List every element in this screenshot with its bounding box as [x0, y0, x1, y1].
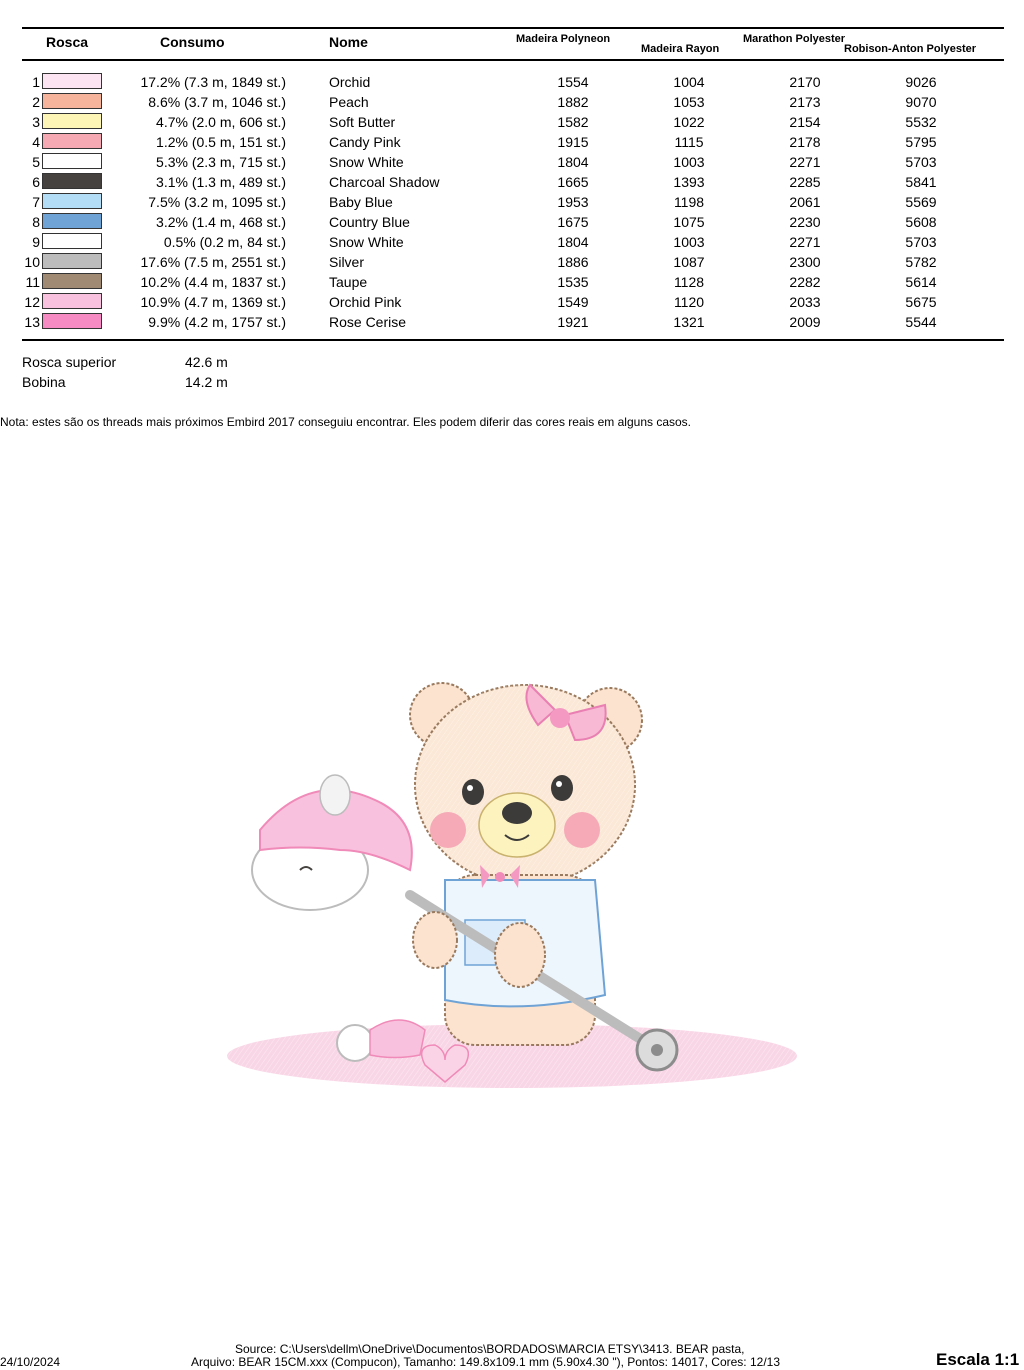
summary-superior-label: Rosca superior	[22, 354, 117, 370]
row-number: 4	[32, 134, 40, 150]
row-robison: 5841	[905, 174, 937, 190]
table-row	[0, 132, 1024, 152]
color-swatch	[42, 153, 102, 169]
row-number: 11	[25, 274, 40, 290]
row-nome: Silver	[329, 254, 365, 270]
ball-toy	[337, 1025, 373, 1061]
row-robison: 5675	[905, 294, 937, 310]
row-madeira-polyneon: 1886	[557, 254, 589, 270]
header-bottom-rule	[22, 59, 1004, 61]
header-marathon: Marathon Polyester	[743, 33, 846, 45]
row-consumo: 10.2% (4.4 m, 1837 st.)	[140, 274, 286, 290]
row-madeira-rayon: 1128	[673, 274, 705, 290]
row-consumo: 5.3% (2.3 m, 715 st.)	[156, 154, 286, 170]
row-marathon: 2271	[789, 154, 821, 170]
row-nome: Orchid	[329, 74, 371, 90]
bear-right-eye	[551, 775, 573, 801]
summary-superior-value: 42.6 m	[185, 354, 228, 370]
row-robison: 5608	[905, 214, 937, 230]
row-number: 13	[24, 314, 40, 330]
row-number: 8	[32, 214, 40, 230]
row-marathon: 2300	[789, 254, 821, 270]
row-consumo: 3.2% (1.4 m, 468 st.)	[156, 214, 286, 230]
row-consumo: 1.2% (0.5 m, 151 st.)	[156, 134, 286, 150]
table-row	[0, 152, 1024, 172]
color-swatch	[42, 73, 102, 89]
color-swatch	[42, 93, 102, 109]
row-consumo: 8.6% (3.7 m, 1046 st.)	[148, 94, 286, 110]
color-swatch	[42, 293, 102, 309]
row-nome: Charcoal Shadow	[329, 174, 440, 190]
color-swatch	[42, 133, 102, 149]
row-number: 10	[24, 254, 40, 270]
bear-left-eye	[462, 779, 484, 805]
color-swatch	[42, 173, 102, 189]
header-nome: Nome	[329, 34, 368, 50]
row-nome: Rose Cerise	[329, 314, 407, 330]
color-swatch	[42, 113, 102, 129]
row-madeira-polyneon: 1675	[557, 214, 589, 230]
row-number: 6	[32, 174, 40, 190]
color-swatch	[42, 313, 102, 329]
row-madeira-rayon: 1053	[673, 94, 705, 110]
row-consumo: 3.1% (1.3 m, 489 st.)	[156, 174, 286, 190]
row-madeira-rayon: 1022	[673, 114, 705, 130]
row-number: 12	[24, 294, 40, 310]
row-marathon: 2009	[789, 314, 821, 330]
row-consumo: 0.5% (0.2 m, 84 st.)	[163, 234, 286, 250]
row-marathon: 2271	[789, 234, 821, 250]
row-madeira-polyneon: 1535	[557, 274, 589, 290]
row-madeira-polyneon: 1804	[557, 154, 589, 170]
row-madeira-polyneon: 1554	[557, 74, 589, 90]
row-robison: 5782	[905, 254, 937, 270]
header-rosca: Rosca	[46, 34, 89, 50]
row-nome: Soft Butter	[329, 114, 396, 130]
row-number: 5	[32, 154, 40, 170]
row-nome: Snow White	[329, 154, 404, 170]
row-madeira-rayon: 1198	[673, 194, 705, 210]
row-madeira-rayon: 1120	[673, 294, 705, 310]
row-madeira-polyneon: 1882	[557, 94, 589, 110]
row-madeira-rayon: 1003	[673, 234, 705, 250]
table-bottom-rule	[22, 339, 1004, 341]
bear-nose	[502, 802, 532, 824]
row-marathon: 2178	[789, 134, 821, 150]
row-nome: Candy Pink	[329, 134, 401, 150]
row-number: 3	[32, 114, 40, 130]
table-row	[0, 312, 1024, 332]
row-number: 1	[32, 74, 40, 90]
row-robison: 5532	[905, 114, 937, 130]
color-swatch	[42, 233, 102, 249]
row-marathon: 2061	[789, 194, 821, 210]
summary-bobina-label: Bobina	[22, 374, 66, 390]
table-row	[0, 292, 1024, 312]
row-madeira-polyneon: 1953	[557, 194, 589, 210]
row-number: 2	[32, 94, 40, 110]
row-robison: 5544	[905, 314, 937, 330]
row-madeira-rayon: 1003	[673, 154, 705, 170]
row-marathon: 2230	[789, 214, 821, 230]
row-madeira-polyneon: 1915	[557, 134, 589, 150]
table-row	[0, 192, 1024, 212]
row-nome: Country Blue	[329, 214, 410, 230]
row-consumo: 4.7% (2.0 m, 606 st.)	[156, 114, 286, 130]
header-consumo: Consumo	[160, 34, 225, 50]
table-row	[0, 92, 1024, 112]
row-marathon: 2282	[789, 274, 821, 290]
footer-arquivo: Arquivo: BEAR 15CM.xxx (Compucon), Tamanho: 149.8x109.1 mm (5.90x4.30 "), Pontos: 14017, Cores: 12/13	[191, 1355, 781, 1369]
row-marathon: 2173	[789, 94, 821, 110]
row-madeira-rayon: 1075	[673, 214, 705, 230]
row-robison: 5569	[905, 194, 937, 210]
row-madeira-polyneon: 1665	[557, 174, 589, 190]
row-madeira-rayon: 1087	[673, 254, 705, 270]
table-row	[0, 172, 1024, 192]
footer-date: 24/10/2024	[0, 1355, 61, 1369]
header-madeira-polyneon: Madeira Polyneon	[516, 33, 611, 45]
row-madeira-polyneon: 1804	[557, 234, 589, 250]
row-consumo: 10.9% (4.7 m, 1369 st.)	[140, 294, 286, 310]
row-robison: 5703	[905, 234, 937, 250]
color-swatch	[42, 213, 102, 229]
row-nome: Orchid Pink	[329, 294, 402, 310]
header-robison: Robison-Anton Polyester	[844, 43, 977, 55]
row-robison: 5614	[905, 274, 937, 290]
row-madeira-rayon: 1393	[673, 174, 705, 190]
table-row	[0, 72, 1024, 92]
row-marathon: 2170	[789, 74, 821, 90]
row-nome: Taupe	[329, 274, 368, 290]
row-marathon: 2154	[789, 114, 821, 130]
row-robison: 9070	[905, 94, 937, 110]
row-madeira-rayon: 1115	[674, 134, 704, 150]
row-consumo: 7.5% (3.2 m, 1095 st.)	[148, 194, 286, 210]
row-madeira-rayon: 1004	[673, 74, 705, 90]
row-robison: 9026	[905, 74, 937, 90]
row-nome: Snow White	[329, 234, 404, 250]
header-madeira-rayon: Madeira Rayon	[641, 43, 720, 55]
embroidery-preview	[220, 670, 820, 1110]
note-text: Nota: estes são os threads mais próximos Embird 2017 conseguiu encontrar. Eles podem diferir das cores reais em alguns casos.	[0, 415, 692, 429]
row-number: 9	[32, 234, 40, 250]
table-row	[0, 252, 1024, 272]
row-robison: 5703	[905, 154, 937, 170]
color-swatch	[42, 253, 102, 269]
table-row	[0, 112, 1024, 132]
table-row	[0, 272, 1024, 292]
footer-scale: Escala 1:1	[936, 1350, 1020, 1369]
color-swatch	[42, 193, 102, 209]
row-number: 7	[32, 194, 40, 210]
table-row	[0, 212, 1024, 232]
row-marathon: 2033	[789, 294, 821, 310]
row-nome: Baby Blue	[329, 194, 393, 210]
footer-source: Source: C:\Users\dellm\OneDrive\Documentos\BORDADOS\MARCIA ETSY\3413. BEAR pasta,	[235, 1342, 745, 1356]
row-consumo: 17.2% (7.3 m, 1849 st.)	[140, 74, 286, 90]
row-nome: Peach	[329, 94, 369, 110]
table-row	[0, 232, 1024, 252]
row-consumo: 9.9% (4.2 m, 1757 st.)	[148, 314, 286, 330]
row-marathon: 2285	[789, 174, 821, 190]
row-consumo: 17.6% (7.5 m, 2551 st.)	[140, 254, 286, 270]
row-madeira-rayon: 1321	[673, 314, 705, 330]
row-madeira-polyneon: 1921	[557, 314, 589, 330]
table-top-rule	[22, 27, 1004, 29]
row-madeira-polyneon: 1549	[557, 294, 589, 310]
color-swatch	[42, 273, 102, 289]
row-robison: 5795	[905, 134, 937, 150]
row-madeira-polyneon: 1582	[557, 114, 589, 130]
summary-bobina-value: 14.2 m	[185, 374, 228, 390]
